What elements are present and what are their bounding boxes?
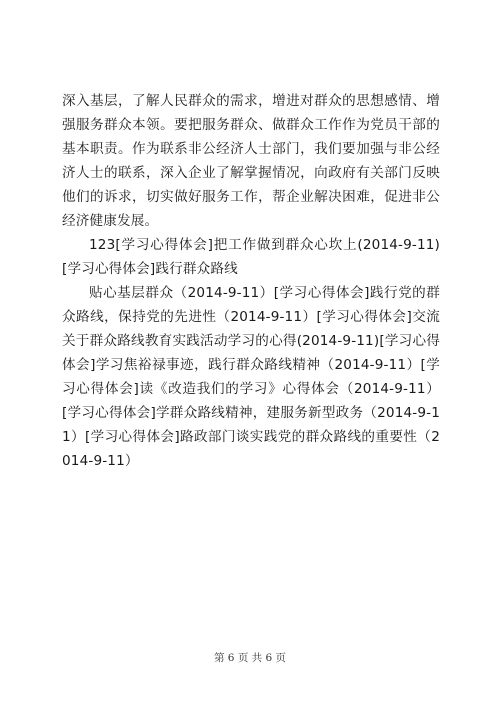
body-paragraph-2: 123[学习心得体会]把工作做到群众心坎上(2014-9-11)[学习心得体会]践行群众路线 <box>62 237 440 277</box>
body-paragraph-1: 深入基层，了解人民群众的需求，增进对群众的思想感情、增强服务群众本领。要把服务群众、做群众工作作为党员干部的基本职责。作为联系非公经济人士部门，我们要加强与非公经济人士的联系，深入企业了解掌握情况，向政府有关部门反映他们的诉求，切实做好服务工作，帮企业解决困难，促进非公经济健康发展。 <box>62 93 440 229</box>
document-body <box>62 89 440 473</box>
body-paragraph-3: 贴心基层群众（2014-9-11）[学习心得体会]践行党的群众路线，保持党的先进性（2014-9-11）[学习心得体会]交流关于群众路线教育实践活动学习的心得(2014-9-11)[学习心得体会]学习焦裕禄事迹，践行群众路线精神（2014-9-11）[学习心得体会]读《改造我们的学习》心得体会（2014-9-11）[学习心得体会]学群众路线精神，建服务新型政务（2014-9-11）[学习心得体会]路政部门谈实践党的群众路线的重要性（2014-9-11） <box>62 285 440 469</box>
page-footer: 第 6 页 共 6 页 <box>213 652 287 664</box>
